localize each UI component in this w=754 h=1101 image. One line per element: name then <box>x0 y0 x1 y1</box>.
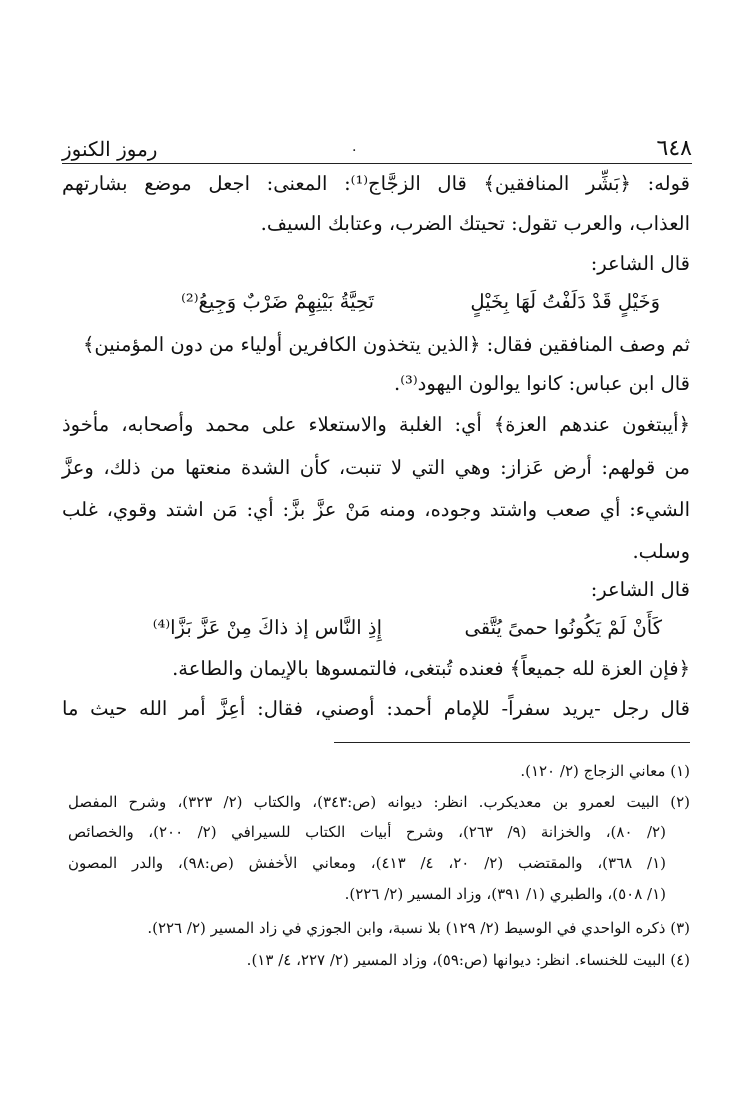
verse-1-first-hemistich: وَخَيْلٍ قَدْ دَلَفْتُ لَهَا بِخَيْلٍ <box>470 290 660 313</box>
footnote-2-line-4: (١/ ٥٠٨)، والطبري (١/ ٣٩١)، وزاد المسير (٢/ ٢٢٦). <box>344 885 666 903</box>
text-line-7: من قولهم: أرض عَزاز: وهي التي لا تنبت، كأن الشدة منعتها من ذلك، وعزَّ <box>62 456 690 479</box>
text-line-6: ﴿أيبتغون عندهم العزة﴾ أي: الغلبة والاستعلاء على محمد وأصحابه، مأخوذ <box>62 413 690 436</box>
footnote-3: (٣) ذكره الواحدي في الوسيط (٢/ ١٢٩) بلا نسبة، وابن الجوزي في زاد المسير (٢/ ٢٢٦). <box>147 919 690 937</box>
footnote-2-line-3: (١/ ٣٦٨)، والمقتضب (٢/ ٢٠، ٤/ ٤١٣)، ومعاني الأخفش (ص:٩٨)، والدر المصون <box>68 854 667 872</box>
header-dot: . <box>352 139 357 155</box>
text-line-2: العذاب، والعرب تقول: تحيتك الضرب، وعتابك السيف. <box>260 212 690 235</box>
text-line-8: الشيء: أي صعب واشتد وجوده، ومنه مَنْ عزَّ بزَّ: أي: مَن اشتد وقوي، غلب <box>62 498 690 521</box>
text-line-3: قال الشاعر: <box>590 252 690 275</box>
verse-2-first-hemistich: كَأَنْ لَمْ يَكُونُوا حمىً يُتَّقى <box>464 616 662 639</box>
text-line-11: ﴿فإن العزة لله جميعاً﴾ فعنده تُبتغى، فالتمسوها بالإيمان والطاعة. <box>172 657 690 680</box>
text-line-12: قال رجل -يريد سفراً- للإمام أحمد: أوصني، فقال: أعِزَّ أمر الله حيث ما <box>62 697 690 720</box>
footnote-rule <box>334 742 690 743</box>
verse-1-second-hemistich: تَحِيَّةُ بَيْنِهِمْ ضَرْبٌ وَجِيعُ⁽²⁾ <box>181 290 374 313</box>
footnote-1: (١) معاني الزجاج (٢/ ١٢٠). <box>520 762 690 780</box>
footnote-2-line-2: (٢/ ٨٠)، والخزانة (٩/ ٢٦٣)، وشرح أبيات الكتاب للسيرافي (٢/ ٢٠٠)، والخصائص <box>68 823 666 841</box>
header-rule <box>62 163 692 164</box>
verse-2-second-hemistich: إِذِ النَّاس إذ ذاكَ مِنْ عَزَّ بَزَّا⁽⁴⁾ <box>152 616 382 639</box>
running-header <box>62 133 692 161</box>
text-line-10: قال الشاعر: <box>590 578 690 601</box>
book-title: رموز الكنوز <box>62 137 158 161</box>
footnote-2-line-1: (٢) البيت لعمرو بن معديكرب. انظر: ديوانه (ص:٣٤٣)، والكتاب (٢/ ٣٢٣)، وشرح المفصل <box>68 793 690 811</box>
text-line-5: قال ابن عباس: كانوا يوالون اليهود⁽³⁾. <box>394 372 690 395</box>
footnote-4: (٤) البيت للخنساء. انظر: ديوانها (ص:٥٩)، وزاد المسير (٢/ ٢٢٧، ٤/ ١٣). <box>246 951 690 969</box>
text-line-4: ثم وصف المنافقين فقال: ﴿الذين يتخذون الكافرين أولياء من دون المؤمنين﴾ <box>82 333 690 356</box>
page-number: ٦٤٨ <box>656 136 692 161</box>
text-line-9: وسلب. <box>632 540 690 563</box>
text-line-1: قوله: ﴿بَشِّر المنافقين﴾ قال الزجَّاج⁽¹⁾: المعنى: اجعل موضع بشارتهم <box>62 172 690 195</box>
